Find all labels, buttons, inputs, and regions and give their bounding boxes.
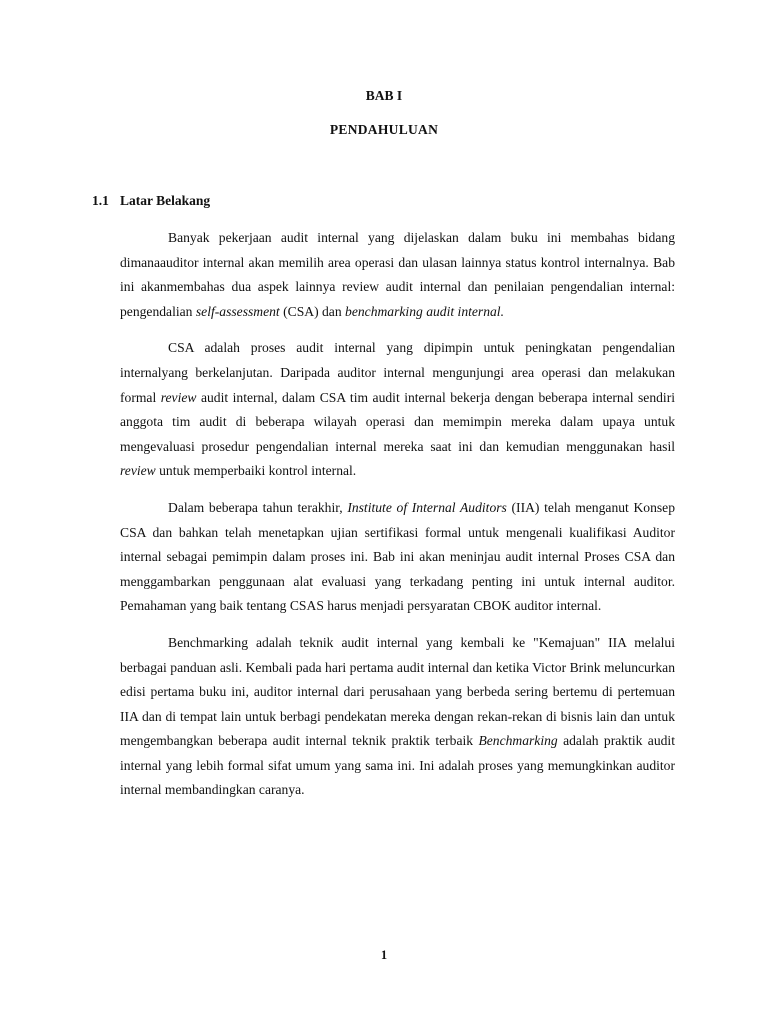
text-run: adalah praktik audit internal yang lebih formal sifat umum yang sama ini. Ini adalah proses yang memungkinkan auditor internal membandingkan caranya. [120, 733, 675, 798]
chapter-title: PENDAHULUAN [329, 122, 439, 137]
italic-run: benchmarking audit internal. [345, 303, 504, 319]
paragraph [120, 336, 675, 484]
section-number: 1.1 [92, 193, 109, 208]
page-number: 1 [380, 948, 388, 962]
chapter-number: BAB I [365, 88, 403, 103]
italic-run: Institute of Internal Auditors [347, 499, 507, 515]
paragraph [120, 631, 675, 803]
text-run: CSA adalah proses audit internal yang dipimpin untuk peningkatan pengendalian internalyang berkelanjutan. Daripada auditor internal mengunjungi area operasi dan melakukan formal [120, 340, 675, 405]
italic-run: self-assessment [195, 303, 280, 319]
text-run: untuk memperbaiki kontrol internal. [155, 463, 357, 479]
text-run: (IIA) telah menganut Konsep CSA dan bahkan telah menetapkan ujian sertifikasi formal untuk mengenali kualifikasi Auditor internal sebagai pemimpin dalam proses ini. Bab ini akan meninjau audit internal Proses CSA dan menggambarkan penggunaan alat evaluasi yang terkadang penting ini untuk internal auditor. Pemahaman yang baik tentang CSAS harus menjadi persyaratan CBOK auditor internal. [120, 499, 676, 614]
text-run: (CSA) dan [279, 303, 346, 319]
italic-run: Benchmarking [478, 733, 558, 749]
body-text [120, 226, 675, 815]
paragraph [120, 226, 675, 324]
text-run: Banyak pekerjaan audit internal yang dijelaskan dalam buku ini membahas bidang dimanaauditor internal akan memilih area operasi dan ulasan lainnya status kontrol internalnya. Bab ini akanmembahas dua aspek lainnya review audit internal dan penilaian pengendalian internal: pengendalian [120, 230, 675, 319]
text-run: Benchmarking adalah teknik audit internal yang kembali ke "Kemajuan" IIA melalui berbagai panduan asli. Kembali pada hari pertama audit internal dan ketika Victor Brink meluncurkan edisi pertama buku ini, auditor internal dari perusahaan yang berbeda sering bertemu di pertemuan IIA dan di tempat lain untuk berbagi pendekatan mereka dengan rekan-rekan di bisnis lain dan untuk mengembangkan beberapa audit internal teknik praktik terbaik [120, 634, 675, 749]
paragraph [120, 496, 675, 619]
text-run: Dalam beberapa tahun terakhir, [168, 499, 348, 515]
italic-run: review [120, 463, 156, 479]
text-run: audit internal, dalam CSA tim audit internal bekerja dengan beberapa internal sendiri anggota tim audit di beberapa wilayah operasi dan memimpin mereka dalam upaya untuk mengevaluasi prosedur pengendalian internal mereka saat ini dan kemudian menggunakan hasil [120, 389, 675, 454]
section-title: Latar Belakang [120, 193, 211, 208]
italic-run: review [160, 389, 197, 405]
section-heading [92, 193, 210, 209]
